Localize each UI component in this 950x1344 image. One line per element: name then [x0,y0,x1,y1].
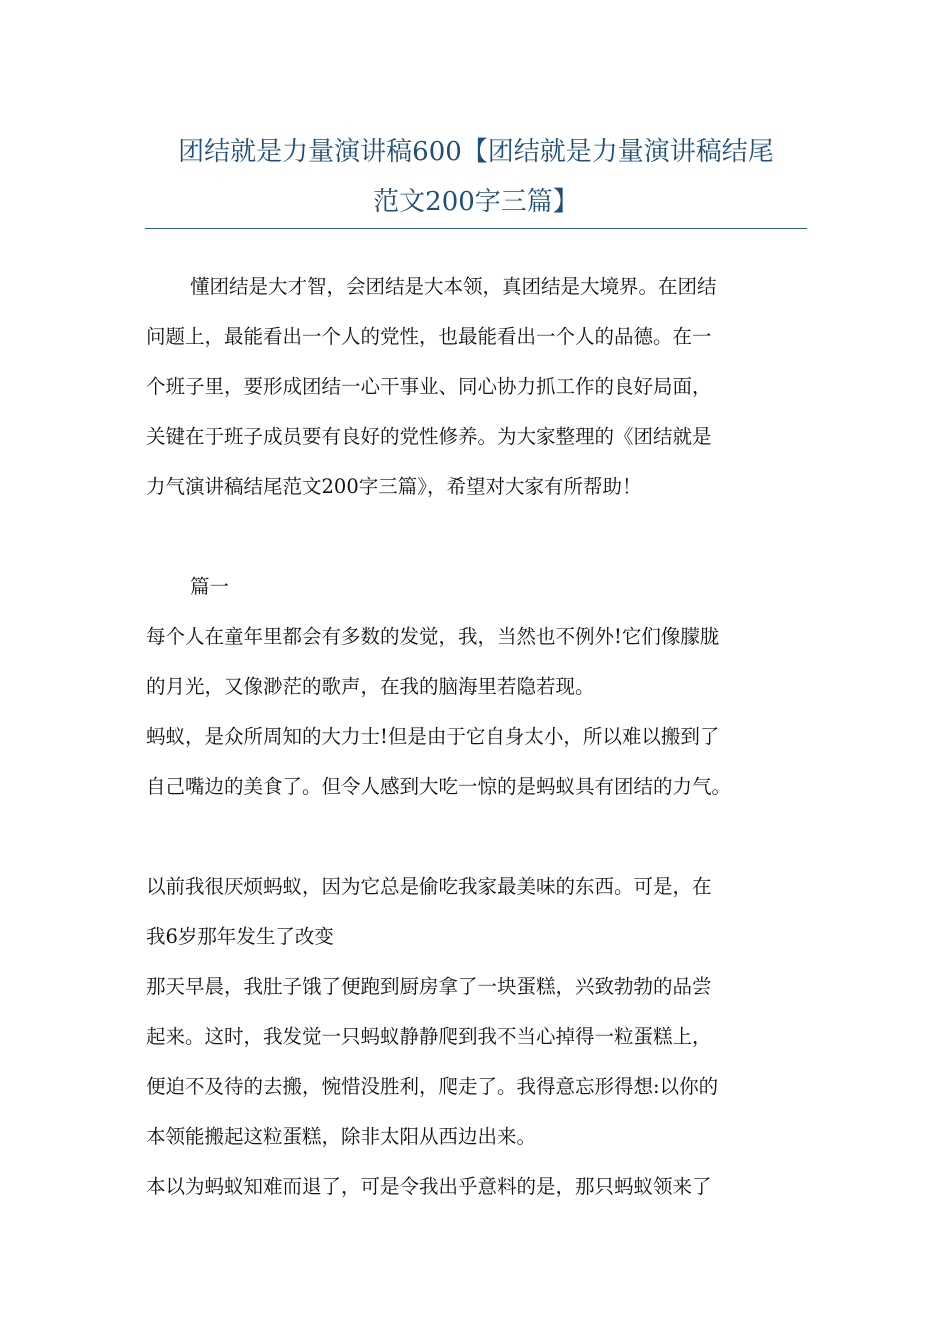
paragraph-5 [146,1162,810,1212]
paragraph-line: 那天早晨，我肚子饿了便跑到厨房拿了一块蛋糕，兴致勃勃的品尝 [146,975,712,998]
title-underline [145,228,807,229]
paragraph-line: 的月光，又像渺茫的歌声，在我的脑海里若隐若现。 [146,675,595,698]
paragraph-1 [146,612,810,712]
document-title [145,128,807,228]
intro-paragraph [146,262,810,512]
paragraph-line: 起来。这时，我发觉一只蚂蚁静静爬到我不当心掉得一粒蛋糕上， [146,1025,712,1048]
paragraph-4 [146,962,810,1162]
blank-line [146,512,810,562]
document-body [146,262,810,1212]
intro-line-2: 问题上，最能看出一个人的党性，也最能看出一个人的品德。在一 [146,325,712,348]
intro-line-5: 力气演讲稿结尾范文200字三篇》，希望对大家有所帮助！ [146,475,642,498]
paragraph-3 [146,862,810,962]
title-line-1: 团结就是力量演讲稿600【团结就是力量演讲稿结尾 [178,137,774,167]
paragraph-line: 便迫不及待的去搬，惋惜没胜利，爬走了。我得意忘形得想:以你的 [146,1075,719,1098]
paragraph-line: 本以为蚂蚁知难而退了，可是令我出乎意料的是，那只蚂蚁领来了 [146,1175,712,1198]
intro-line-4: 关键在于班子成员要有良好的党性修养。为大家整理的《团结就是 [146,425,712,448]
title-line-2: 范文200字三篇】 [373,187,579,217]
paragraph-line: 我6岁那年发生了改变 [146,925,334,948]
paragraph-2 [146,712,810,812]
paragraph-line: 蚂蚁，是众所周知的大力士!但是由于它自身太小，所以难以搬到了 [146,725,720,748]
intro-line-3: 个班子里，要形成团结一心干事业、同心协力抓工作的良好局面， [146,375,712,398]
blank-line [146,812,810,862]
intro-line-1: 懂团结是大才智，会团结是大本领，真团结是大境界。在团结 [190,275,717,298]
paragraph-line: 每个人在童年里都会有多数的发觉，我，当然也不例外!它们像朦胧 [146,625,720,648]
paragraph-line: 本领能搬起这粒蛋糕，除非太阳从西边出来。 [146,1125,537,1148]
paragraph-line: 自己嘴边的美食了。但令人感到大吃一惊的是蚂蚁具有团结的力气。 [146,775,732,798]
section-heading: 篇一 [190,575,230,598]
paragraph-line: 以前我很厌烦蚂蚁，因为它总是偷吃我家最美味的东西。可是，在 [146,875,712,898]
